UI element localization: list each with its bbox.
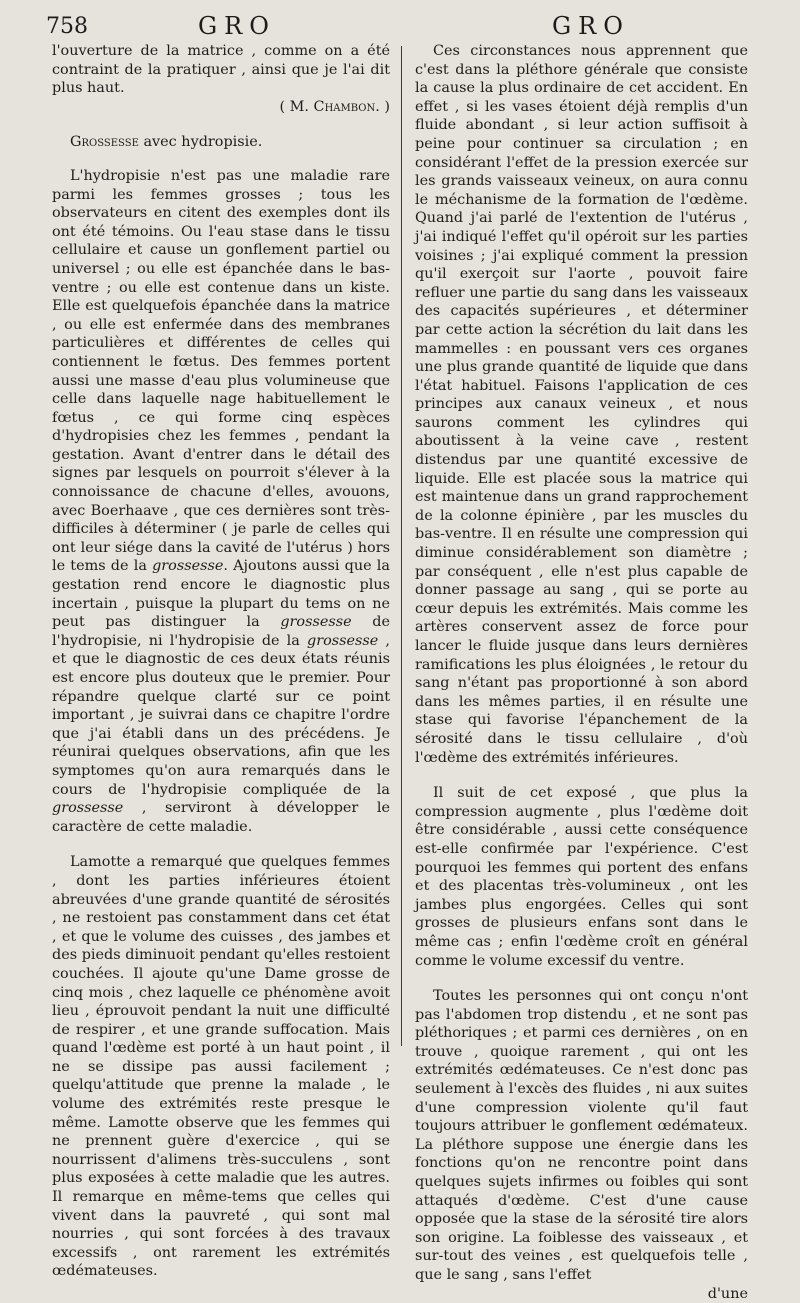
intro-paragraph: l'ouverture de la matrice , comme on a été contraint de la pratiquer , ainsi que je l'ai dit plus haut. (52, 43, 390, 97)
paragraph-hydropisie (52, 167, 390, 836)
text-run: de l'hydropisie, ni l'hydropisie de la (52, 614, 390, 649)
left-column (52, 42, 390, 1281)
paragraph-lamotte: Lamotte a remarqué que quelques femmes , dont les parties inférieures étoient abreuvées d'une grande quantité de sérosités , ne restoient pas constamment dans cet état , et que le volume des cuisses , des jambes et des pieds diminuoit pendant qu'elles restoient couchées. Il ajoute qu'une Dame grosse de cinq mois , chez laquelle ce phénomène avoit lieu , éprouvoit pendant la nuit une difficulté de respirer , et une grande suffocation. Mais quand l'œdème est porté à un haut point , il ne se dissipe pas aussi facilement ; quelqu'attitude que prenne la malade , le volume des extrémités reste presque le même. Lamotte observe que les femmes qui ne prennent guère d'exercice , qui se nourrissent d'alimens très-succulens , sont plus exposées à cette maladie que les autres. Il remarque en même-tems que celles qui vivent dans la pauvreté , qui sont mal nourries , qui sont forcées à des travaux excessifs , ont rarement les extrémités œdémateuses. (52, 854, 390, 1280)
catchword: d'une (707, 1285, 748, 1302)
page-number: 758 (46, 14, 88, 39)
page-header (0, 10, 800, 40)
paragraph-foiblesse: Toutes les personnes qui ont conçu n'ont pas l'abdomen trop distendu , et ne sont pas pléthoriques ; et parmi ces dernières , on en trouve , quoique rarement , qui ont les extrémités œdémateuses. Ce n'est donc pas seulement à l'excès des fluides , ni aux suites d'une compression violente qu'il faut toujours attribuer le gonflement œdémateux. La pléthore suppose une énergie dans les fonctions qu'on ne rencontre point dans quelques sujets infirmes ou foibles qui sont attaqués d'œdème. C'est d'une cause opposée que la stase de la sérosité tire alors son origine. La foiblesse des vaisseaux , et sur-tout des veines , est quelquefois telle , que le sang , sans l'effet (415, 988, 748, 1283)
text-run: , serviront à développer le caractère de cette maladie. (52, 800, 390, 835)
text-run: , et que le diagnostic de ces deux états réunis est encore plus douteux que le premier. Pour répandre quelque clarté sur ce point important , je suivrai dans ce chapitre l'ordre que j'ai établi dans un des précédens. Je réunirai quelques observations, afin que les symptomes qu'on aura remarqués dans le cours de l'hydropisie compliquée de la (52, 632, 390, 798)
italic-term: grossesse (152, 558, 224, 575)
paragraph-plethore: Ces circonstances nous apprennent que c'est dans la pléthore générale que consiste la cause la plus ordinaire de cet accident. En effet , si les vases étoient déjà remplis d'un fluide abondant , si leur action suffisoit à peine pour continuer sa circulation ; en considérant l'effet de la pression exercée sur les grands vaisseaux veineux, on aura connu le méchanisme de la formation de l'œdème. Quand j'ai parlé de l'extention de l'utérus , j'ai indiqué l'effet qu'il opéroit sur les parties voisines ; j'ai expliqué comment la pression qu'il exerçoit sur l'aorte , pouvoit faire refluer une partie du sang dans les vaisseaux des capacités supérieures , et déterminer par cette action la sécrétion du lait dans les mammelles : en poussant vers ces organes une plus grande quantité de liquide que dans l'état habituel. Faisons l'application de ces principes aux canaux veineux , et nous saurons comment les cylindres qui aboutissent à la veine cave , restent distendus par une quantité excessive de liquide. Elle est placée sous la matrice qui est maintenue dans un grand rapprochement de la colonne épinière , par les muscles du bas-ventre. Il en résulte une compression qui diminue considérablement son diamètre ; par conséquent , elle n'est plus capable de donner passage au sang , qui se porte au cœur depuis les extrémités. Mais comme les artères conservent assez de force pour lancer le fluide jusque dans leurs dernières ramifications les plus éloignées , le retour du sang n'étant pas proportionné à son abord dans les mêmes parties, il en résulte une stase qui favorise l'épanchement de la sérosité dans le tissu cellulaire , d'où l'œdème des extrémités inférieures. (415, 43, 748, 766)
italic-term: grossesse (306, 632, 379, 649)
italic-term: grossesse (280, 614, 352, 631)
text-run: . Ajoutons aussi que la gestation rend encore le diagnostic plus incertain , puisque la plupart du tems on ne peut pas distinguer la (52, 558, 390, 631)
italic-term: grossesse (52, 800, 124, 817)
running-head-right: GRO (552, 12, 630, 40)
paragraph-compression: Il suit de cet exposé , que plus la compression augmente , plus l'œdème doit être considérable , aussi cette conséquence est-elle confirmée par l'expérience. C'est pourquoi les femmes qui portent des enfans et des placentas très-volumineux , ont les jambes plus engorgées. Celles qui sont grosses de plusieurs enfans sont dans le même cas ; enfin l'œdème croît en général comme le volume excessif du ventre. (415, 785, 748, 969)
right-column (415, 42, 748, 1303)
running-head-left: GRO (198, 12, 276, 40)
text-run: L'hydropisie n'est pas une maladie rare parmi les femmes grosses ; tous les observateurs en citent des exemples dont ils ont été témoins. Ou l'eau stase dans le tissu cellulaire et cause un gonflement partiel ou universel ; ou elle est épanchée dans le bas-ventre ; ou elle est contenue dans un kiste. Elle est quelquefois épanchée dans la matrice , ou elle est enfermée dans des membranes particulières et différentes de celles qui contiennent le fœtus. Des femmes portent aussi une masse d'eau plus volumineuse que celle dans laquelle nage habituellement le fœtus , ce qui forme cinq espèces d'hydropisies chez les femmes , pendant la gestation. Avant d'entrer dans le détail des signes par lesquels on pourroit s'élever à la connoissance de chacune d'elles, avouons, avec Boerhaave , que ces dernières sont très-difficiles à déterminer ( je parle de celles qui ont leur siége dans la cavité de l'utérus ) hors le tems de la (52, 167, 390, 575)
column-divider (401, 46, 402, 1046)
author-signature (52, 98, 390, 117)
section-heading-rest: avec hydropisie. (138, 134, 263, 151)
signature-text: ( M. Chambon. ) (279, 98, 390, 115)
section-heading (70, 133, 390, 152)
section-heading-keyword: Grossesse (70, 134, 139, 151)
